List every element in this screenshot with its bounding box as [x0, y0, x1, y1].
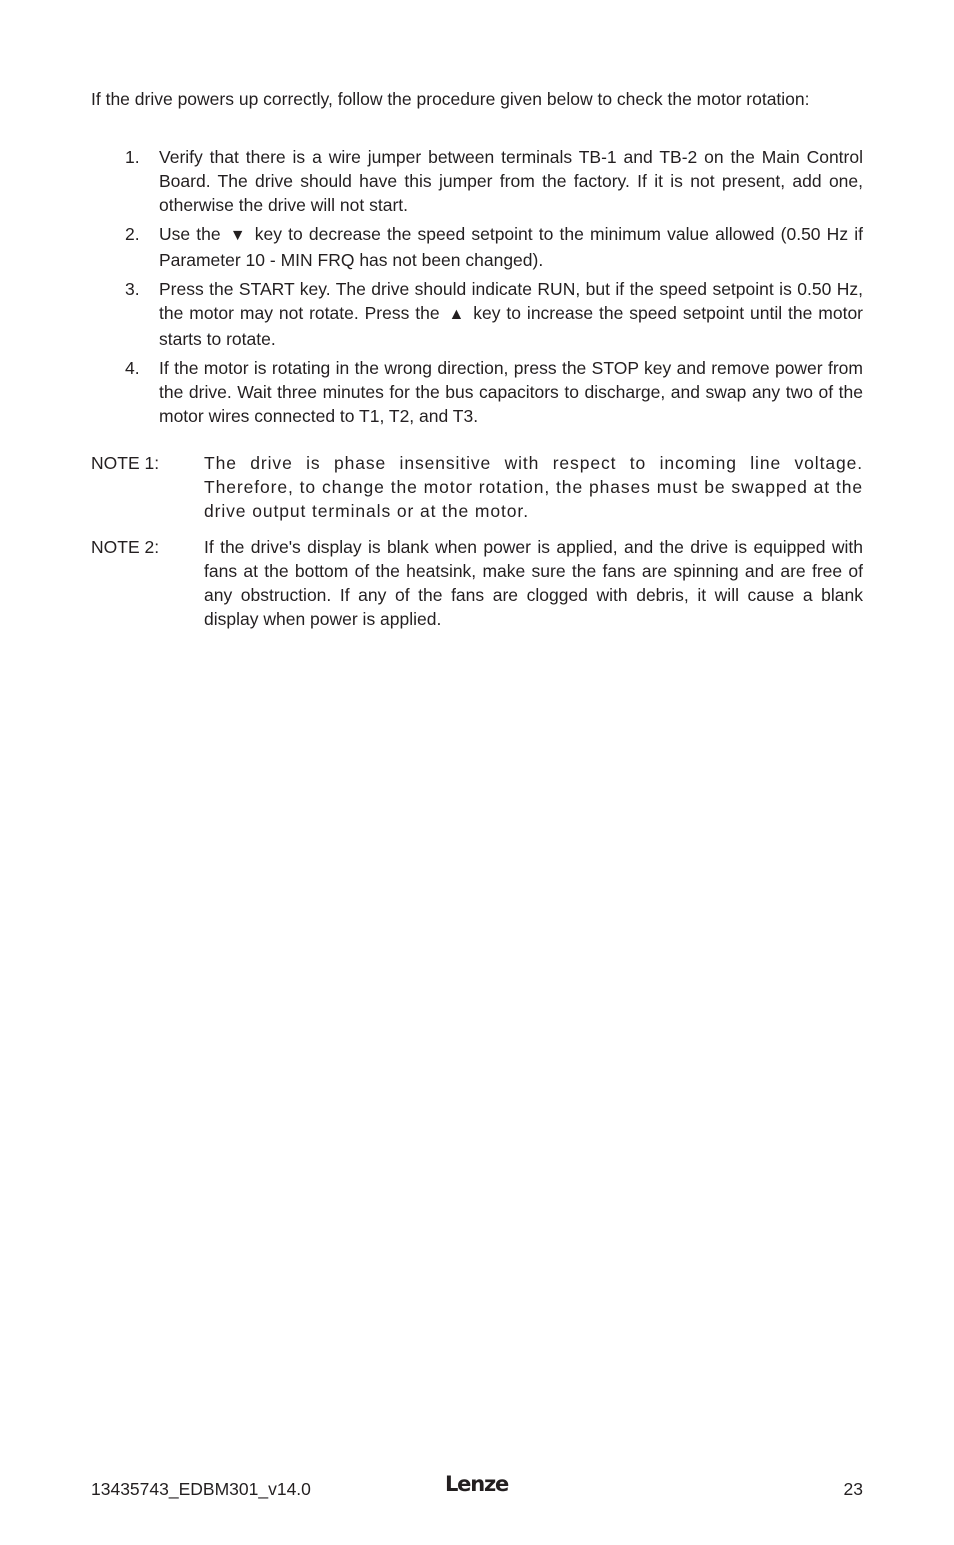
list-item [91, 277, 863, 351]
lenze-logo: Lenze [445, 1472, 509, 1496]
list-item [91, 356, 863, 428]
step-text: Verify that there is a wire jumper between terminals TB-1 and TB-2 on the Main Control Board. The drive should have this jumper from the factory. If it is not present, add one, otherwise the drive will not start. [159, 147, 863, 215]
down-arrow-key-icon: ▼ [229, 227, 246, 244]
up-arrow-key-icon: ▲ [448, 306, 465, 323]
note-text: The drive is phase insensitive with respect to incoming line voltage. Therefore, to change the motor rotation, the phases must be swapped at the drive output terminals or at the motor. [204, 453, 863, 521]
intro-paragraph: If the drive powers up correctly, follow the procedure given below to check the motor rotation: [91, 89, 810, 109]
step-text: If the motor is rotating in the wrong direction, press the STOP key and remove power from the drive. Wait three minutes for the bus capacitors to discharge, and swap any two of the motor wires connected to T1, T2, and T3. [159, 358, 863, 426]
note-text: If the drive's display is blank when power is applied, and the drive is equipped with fans at the bottom of the heatsink, make sure the fans are spinning and are free of any obstruction. If any of the fans are clogged with debris, it will cause a blank display when power is applied. [204, 537, 863, 629]
note-2 [91, 535, 863, 631]
step-text-after: key to increase the speed setpoint until the motor starts to rotate. [159, 303, 863, 349]
note-label: NOTE 2: [91, 537, 160, 557]
step-number: 4. [125, 358, 140, 378]
list-item [91, 145, 863, 217]
page-footer [91, 1472, 863, 1503]
step-number: 1. [125, 147, 140, 167]
document-id: 13435743_EDBM301_v14.0 [91, 1479, 311, 1499]
page-content [91, 87, 863, 643]
procedure-list [91, 145, 863, 428]
step-text-before: Press the START key. The drive should indicate RUN, but if the speed setpoint is 0.50 Hz, the motor may not rotate. Press the [159, 279, 863, 323]
step-number: 2. [125, 224, 140, 244]
page-number: 23 [843, 1479, 863, 1499]
step-text-before: Use the [159, 224, 221, 244]
note-label: NOTE 1: [91, 453, 160, 473]
note-1 [91, 451, 863, 523]
list-item [91, 222, 863, 272]
step-number: 3. [125, 279, 140, 299]
step-text-after: key to decrease the speed setpoint to the minimum value allowed (0.50 Hz if Parameter 10 - MIN FRQ has not been changed). [159, 224, 863, 270]
